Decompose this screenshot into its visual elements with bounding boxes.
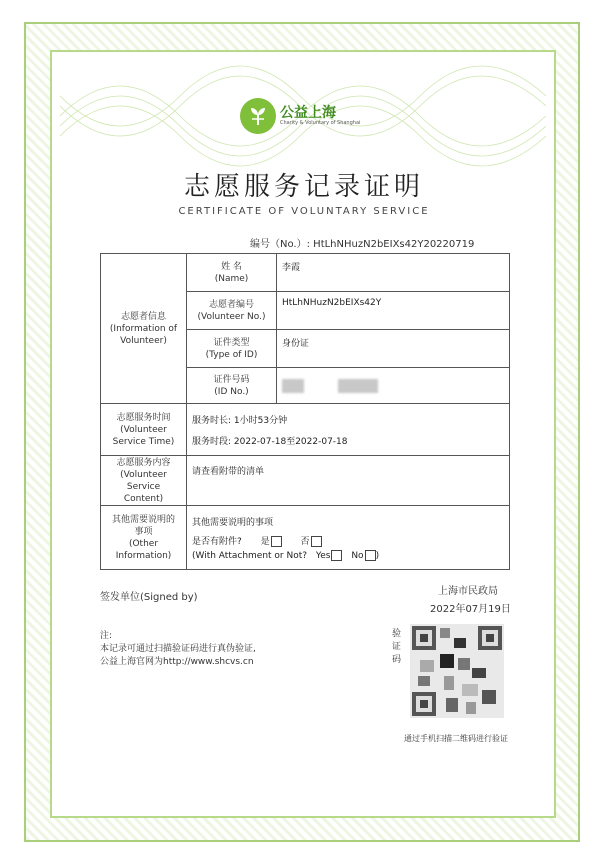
attachment-yes-cn-label: 是 xyxy=(260,536,270,547)
note-line1: 本记录可通过扫描验证码进行真伪验证, xyxy=(100,644,256,654)
other-info-text: 其他需要说明的事项 xyxy=(192,517,274,528)
attachment-no-en-checkbox[interactable] xyxy=(365,550,376,561)
other-info-value xyxy=(187,506,510,570)
note xyxy=(100,630,256,669)
service-time-label-en1: (Volunteer xyxy=(120,424,167,435)
certificate-table xyxy=(100,253,510,570)
attachment-question-cn: 是否有附件? xyxy=(192,536,242,547)
volunteer-info-label-en: (Information of Volunteer) xyxy=(109,323,178,346)
volunteer-info-label-cn: 志愿者信息 xyxy=(120,311,166,322)
certificate-number xyxy=(250,235,474,250)
certificate-subtitle: CERTIFICATE OF VOLUNTARY SERVICE xyxy=(178,206,430,217)
id-no-value-redacted xyxy=(277,368,510,404)
certificate-number-label: 编号（No.）: xyxy=(250,239,310,250)
id-type-label xyxy=(187,330,277,368)
service-time-value xyxy=(187,404,510,456)
name-label xyxy=(187,254,277,292)
attachment-yes-en-label: Yes xyxy=(315,550,331,561)
other-info-label-cn1: 其他需要说明的 xyxy=(111,514,175,525)
id-no-label-cn: 证件号码 xyxy=(213,374,250,385)
logo-name: 公益上海 xyxy=(280,105,336,121)
redacted-block xyxy=(338,379,378,393)
logo-subtitle: Charity & Voluntary of Shanghai xyxy=(280,120,361,126)
volunteer-no-label xyxy=(187,292,277,330)
id-no-label xyxy=(187,368,277,404)
table-row xyxy=(101,404,510,456)
name-value: 李霞 xyxy=(277,254,510,292)
attachment-yes-en-checkbox[interactable] xyxy=(331,550,342,561)
table-row xyxy=(101,254,510,292)
service-time-label xyxy=(101,404,187,456)
other-info-label-cn2: 事项 xyxy=(134,526,153,537)
signed-by-label: 签发单位(Signed by) xyxy=(100,592,198,603)
attachment-close-paren: ) xyxy=(375,550,380,561)
attachment-no-en-label: No xyxy=(351,550,364,561)
note-line2: 公益上海官网为http://www.shcvs.cn xyxy=(100,657,254,667)
qr-caption: 通过手机扫描二维码进行验证 xyxy=(404,734,508,743)
service-content-label-en1: (Volunteer xyxy=(120,469,167,480)
attachment-en-row xyxy=(192,550,504,561)
redacted-block xyxy=(282,379,304,393)
service-period: 服务时段: 2022-07-18至2022-07-18 xyxy=(192,436,348,447)
sprout-logo-icon xyxy=(240,98,276,134)
logo xyxy=(240,98,370,138)
service-time-label-cn: 志愿服务时间 xyxy=(116,412,171,423)
volunteer-no-value: HtLhNHuzN2bEIXs42Y xyxy=(277,292,510,330)
id-type-label-cn: 证件类型 xyxy=(213,337,250,348)
id-type-label-en: (Type of ID) xyxy=(205,349,258,360)
attachment-cn-row xyxy=(192,534,504,547)
certificate-title: 志愿服务记录证明 xyxy=(183,172,424,202)
issuing-bureau: 上海市民政局 xyxy=(438,586,498,597)
service-content-label xyxy=(101,456,187,506)
table-row xyxy=(101,456,510,506)
attachment-yes-cn-checkbox[interactable] xyxy=(271,536,282,547)
issue-date: 2022年07月19日 xyxy=(430,604,511,615)
note-label: 注: xyxy=(100,631,113,641)
service-content-label-cn: 志愿服务内容 xyxy=(116,457,171,468)
service-content-label-en2: Service Content) xyxy=(123,481,164,504)
service-time-label-en2: Service Time) xyxy=(112,436,175,447)
volunteer-no-label-cn: 志愿者编号 xyxy=(208,299,254,310)
qr-label: 验证码 xyxy=(392,629,402,665)
other-info-label-en1: (Other xyxy=(128,538,159,549)
name-label-en: (Name) xyxy=(214,273,249,284)
id-type-value: 身份证 xyxy=(277,330,510,368)
attachment-no-cn-label: 否 xyxy=(300,536,310,547)
attachment-question-en: (With Attachment or Not? xyxy=(192,550,308,561)
certificate-number-value: HtLhNHuzN2bEIXs42Y20220719 xyxy=(313,239,475,250)
volunteer-info-label xyxy=(101,254,187,404)
id-no-label-en: (ID No.) xyxy=(214,386,249,397)
other-info-label xyxy=(101,506,187,570)
attachment-no-cn-checkbox[interactable] xyxy=(311,536,322,547)
qr-code-icon[interactable] xyxy=(410,624,504,718)
other-info-label-en2: Information) xyxy=(115,550,172,561)
service-content-value: 请查看附带的清单 xyxy=(187,456,510,506)
name-label-cn: 姓 名 xyxy=(221,261,242,272)
table-row xyxy=(101,506,510,570)
volunteer-no-label-en: (Volunteer No.) xyxy=(197,311,266,322)
service-duration: 服务时长: 1小时53分钟 xyxy=(192,415,288,426)
